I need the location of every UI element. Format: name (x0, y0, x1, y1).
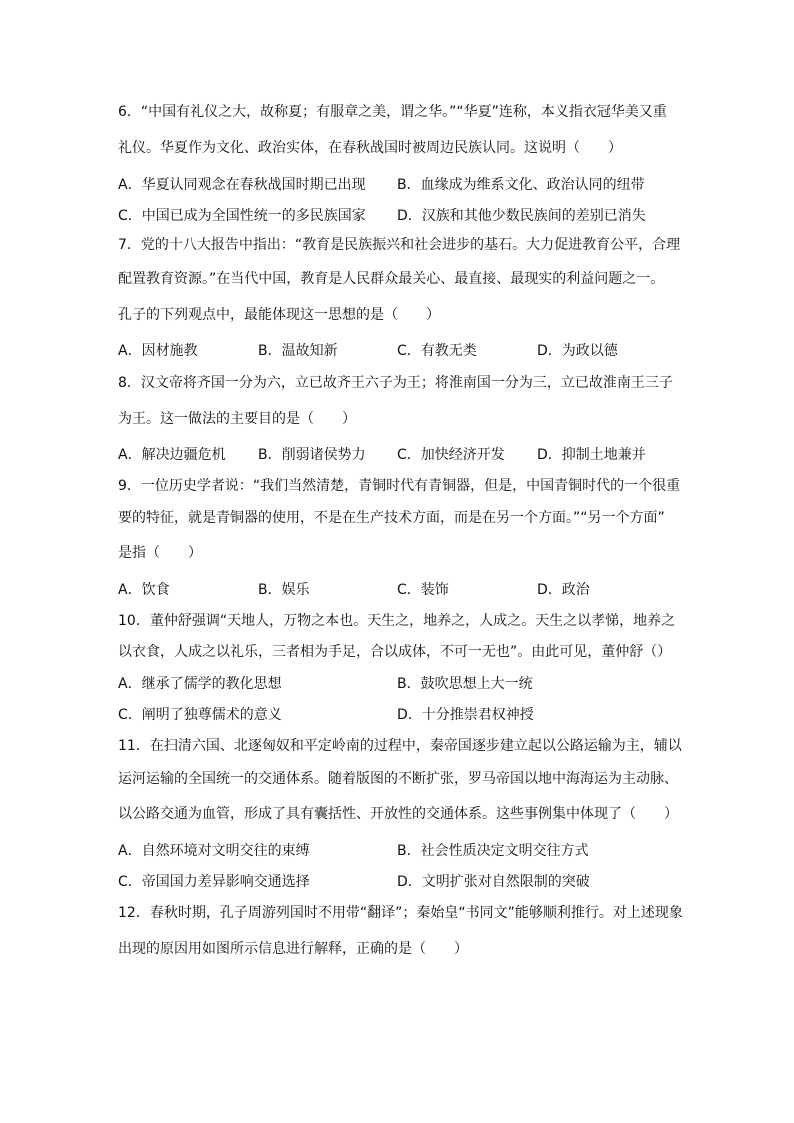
question-11-line-1: 11．在扫清六国、北逐匈奴和平定岭南的过程中，秦帝国逐步建立起以公路运输为主，辅以 (118, 738, 682, 754)
question-7-line-2: 配置教育资源。”在当代中国，教育是人民群众最关心、最直接、最现实的利益问题之一。 (118, 271, 665, 287)
option-a[interactable]: A．继承了儒学的教化思想 (118, 676, 282, 692)
option-a[interactable]: A．自然环境对文明交往的束缚 (118, 843, 310, 859)
question-6-line-1: 6．“中国有礼仪之大，故称夏；有服章之美，谓之华。”“华夏”连称，本义指衣冠华美又重 (118, 104, 667, 120)
option-b[interactable]: B．娱乐 (258, 582, 310, 598)
question-7-line-3: 孔子的下列观点中，最能体现这一思想的是（ ） (118, 307, 440, 323)
option-d[interactable]: D．政治 (537, 582, 590, 598)
question-11-line-2: 运河运输的全国统一的交通体系。随着版图的不断扩张，罗马帝国以地中海海运为主动脉、 (118, 771, 678, 787)
option-a[interactable]: A．解决边疆危机 (118, 447, 226, 463)
question-8-line-1: 8．汉文帝将齐国一分为六，立已故齐王六子为王；将淮南国一分为三，立已故淮南王三子 (118, 375, 673, 391)
option-b[interactable]: B．鼓吹思想上大一统 (397, 676, 533, 692)
option-a[interactable]: A．饮食 (118, 582, 170, 598)
option-c[interactable]: C．阐明了独尊儒术的意义 (118, 707, 282, 723)
option-b[interactable]: B．血缘成为维系文化、政治认同的纽带 (397, 177, 645, 193)
question-10-line-1: 10．董仲舒强调“天地人，万物之本也。天生之，地养之，人成之。天生之以孝悌，地养之 (118, 613, 676, 629)
option-c[interactable]: C．帝国国力差异影响交通选择 (118, 874, 310, 890)
option-a[interactable]: A．因材施教 (118, 343, 198, 359)
question-12-line-2: 出现的原因用如图所示信息进行解释，正确的是（ ） (118, 941, 468, 957)
question-9-line-3: 是指（ ） (118, 545, 202, 561)
option-c[interactable]: C．中国已成为全国性统一的多民族国家 (118, 208, 366, 224)
option-b[interactable]: B．削弱诸侯势力 (258, 447, 366, 463)
option-b[interactable]: B．社会性质决定文明交往方式 (397, 843, 589, 859)
option-a[interactable]: A．华夏认同观念在春秋战国时期已出现 (118, 177, 366, 193)
question-10-line-2: 以衣食，人成之以礼乐，三者相为手足，合以成体，不可一无也”。由此可见，董仲舒（） (118, 644, 672, 660)
option-c[interactable]: C．有教无类 (397, 343, 477, 359)
option-d[interactable]: D．为政以德 (537, 343, 618, 359)
option-d[interactable]: D．文明扩张对自然限制的突破 (397, 874, 590, 890)
question-9-line-2: 要的特征，就是青铜器的使用，不是在生产技术方面，而是在另一个方面。”“另一个方面” (118, 510, 665, 526)
question-12-line-1: 12．春秋时期，孔子周游列国时不用带“翻译”；秦始皇“书同文”能够顺利推行。对上述现象 (118, 905, 683, 921)
question-9-line-1: 9．一位历史学者说：“我们当然清楚，青铜时代有青铜器，但是，中国青铜时代的一个很重 (118, 478, 681, 494)
option-b[interactable]: B．温故知新 (258, 343, 338, 359)
question-6-line-2: 礼仪。华夏作为文化、政治实体，在春秋战国时被周边民族认同。这说明（ ） (118, 140, 622, 156)
option-d[interactable]: D．十分推崇君权神授 (397, 707, 534, 723)
option-c[interactable]: C．加快经济开发 (397, 447, 505, 463)
option-d[interactable]: D．汉族和其他少数民族间的差别已消失 (397, 208, 646, 224)
option-d[interactable]: D．抑制土地兼并 (537, 447, 646, 463)
question-7-line-1: 7．党的十八大报告中指出：“教育是民族振兴和社会进步的基石。大力促进教育公平，合理 (118, 237, 681, 253)
question-11-line-3: 以公路交通为血管，形成了具有囊括性、开放性的交通体系。这些事例集中体现了（ ） (118, 806, 678, 822)
option-c[interactable]: C．装饰 (397, 582, 449, 598)
question-8-line-2: 为王。这一做法的主要目的是（ ） (118, 411, 356, 427)
